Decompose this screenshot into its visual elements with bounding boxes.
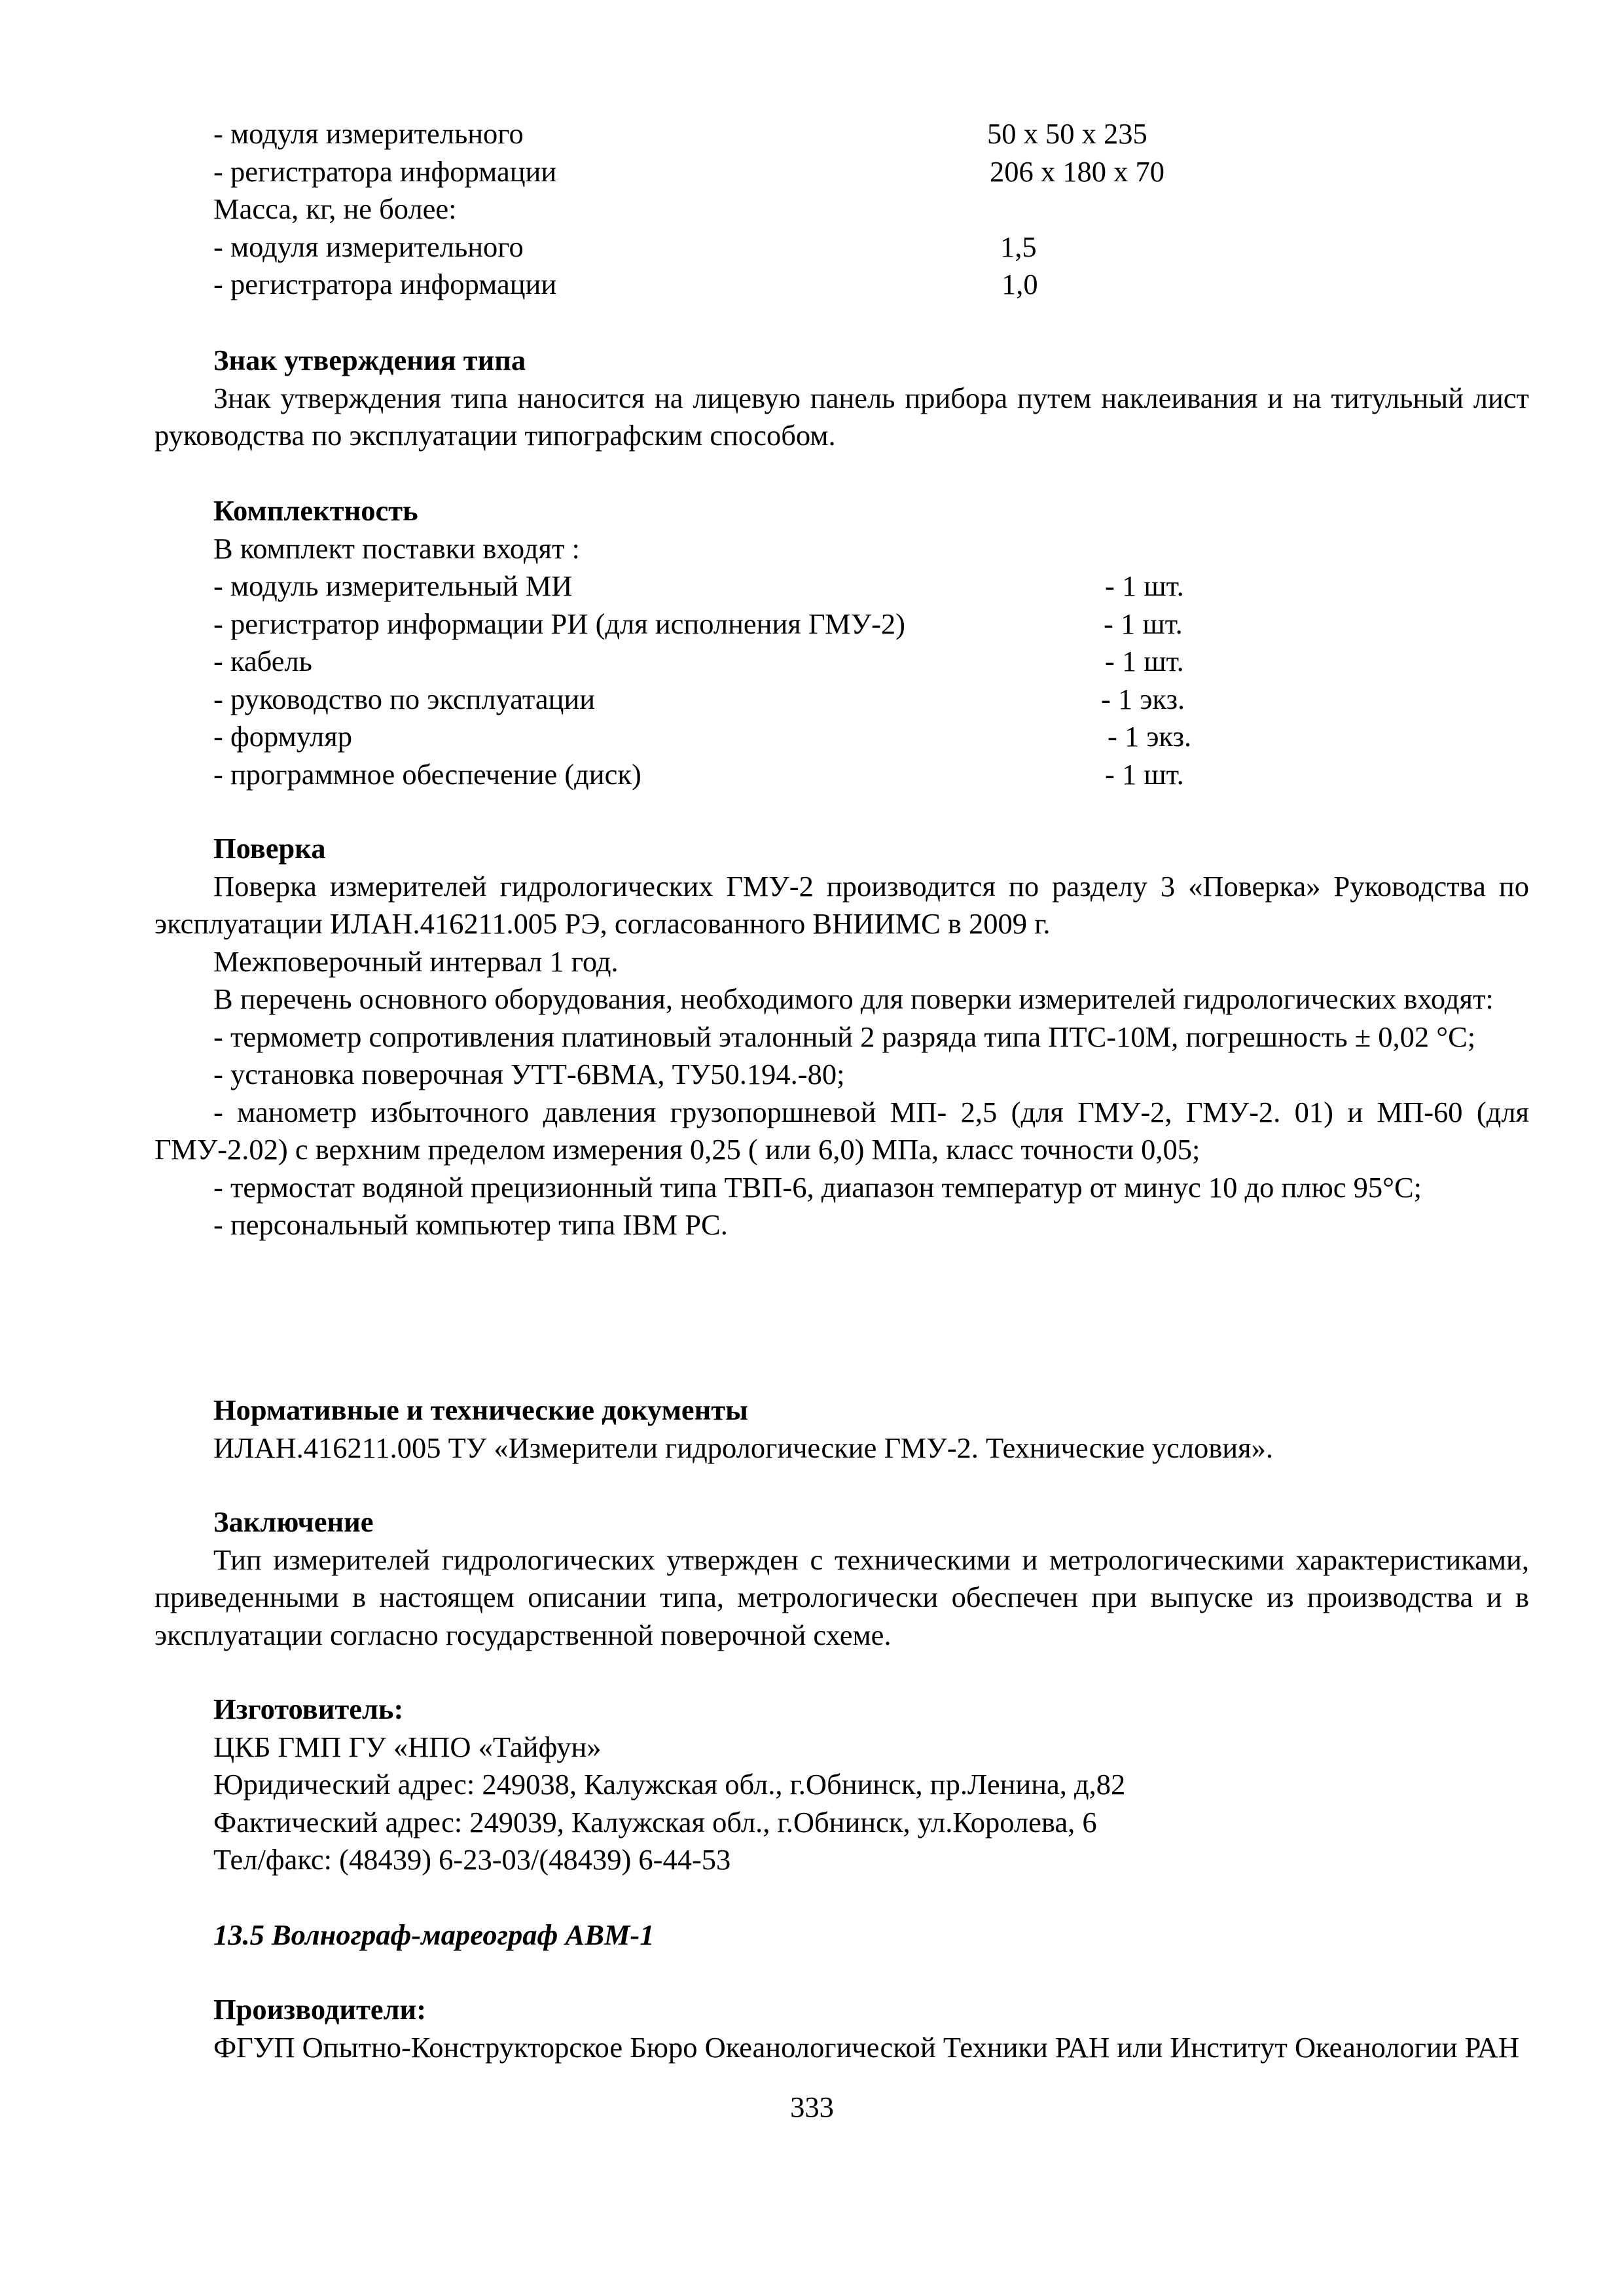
list-item (213, 718, 1529, 756)
dimension-value: 206 х 180 х 70 (990, 154, 1164, 188)
paragraph: - термометр сопротивления платиновый эталонный 2 разряда типа ПТС-10М, погрешность ± 0,02 °С; (213, 1020, 1476, 1053)
item-label: - формуляр (213, 720, 352, 753)
item-qty: - 1 экз. (1101, 682, 1185, 715)
section-heading: Поверка (213, 832, 326, 865)
completeness-intro: В комплект поставки входят : (213, 531, 580, 565)
verification-section (154, 830, 1529, 1244)
list-item (213, 756, 1529, 794)
mass-value: 1,5 (1000, 230, 1037, 263)
section-heading: Знак утверждения типа (213, 344, 526, 376)
normative-section (154, 1391, 1529, 1467)
producers-section (154, 1991, 1529, 2066)
paragraph: Межповерочный интервал 1 год. (213, 944, 619, 978)
paragraph: Поверка измерителей гидрологических ГМУ-2 производится по разделу 3 «Поверка» Руководства по эксплуатации ИЛАН.416211.005 РЭ, согласованного ВНИИМС в 2009 г. (154, 869, 1529, 940)
paragraph: Тип измерителей гидрологических утвержден с техническими и метрологическими характеристиками, приведенными в настоящем описании типа, метрологически обеспечен при выпуске из производства и в эксплуатации согласно государственной поверочной схеме. (154, 1543, 1529, 1651)
dimension-row (213, 115, 1588, 153)
dimension-label: - модуля измерительного (213, 117, 524, 150)
paragraph: Знак утверждения типа наносится на лицевую панель прибора путем наклеивания и на титульный лист руководства по эксплуатации типографским способом. (154, 381, 1529, 452)
section-heading: Нормативные и технические документы (213, 1393, 748, 1426)
item-label: - регистратор информации РИ (для исполнения ГМУ-2) (213, 607, 905, 640)
manufacturer-line: ЦКБ ГМП ГУ «НПО «Тайфун» (213, 1730, 602, 1763)
section-heading: Комплектность (213, 494, 418, 527)
dimension-row (213, 153, 1588, 191)
item-qty: - 1 шт. (1105, 569, 1184, 602)
item-qty: - 1 шт. (1105, 757, 1184, 791)
manufacturer-line: Тел/факс: (48439) 6-23-03/(48439) 6-44-53 (213, 1843, 731, 1876)
approval-mark-section (154, 342, 1529, 455)
list-item (213, 643, 1529, 681)
item-qty: - 1 экз. (1108, 720, 1192, 753)
paragraph: - манометр избыточного давления грузопоршневой МП- 2,5 (для ГМУ-2, ГМУ-2. 01) и МП-60 (для ГМУ-2.02) с верхним пределом измерения 0,25 ( или 6,0) МПа, класс точности 0,05; (154, 1095, 1529, 1166)
page-number: 333 (790, 2090, 834, 2123)
paragraph: ИЛАН.416211.005 ТУ «Измерители гидрологические ГМУ-2. Технические условия». (213, 1431, 1273, 1464)
mass-label: - модуля измерительного (213, 230, 524, 263)
list-item (213, 605, 1529, 643)
paragraph: - персональный компьютер типа IBM PC. (213, 1208, 728, 1241)
item-label: - программное обеспечение (диск) (213, 757, 641, 791)
item-qty: - 1 шт. (1104, 607, 1183, 640)
dimension-label: - регистратора информации (213, 154, 557, 188)
item-label: - руководство по эксплуатации (213, 682, 596, 715)
section-heading: Производители: (213, 1993, 427, 2026)
manufacturer-line: Юридический адрес: 249038, Калужская обл., г.Обнинск, пр.Ленина, д,82 (213, 1768, 1126, 1801)
list-item (213, 681, 1529, 719)
item-label: - кабель (213, 645, 312, 677)
paragraph: В перечень основного оборудования, необходимого для поверки измерителей гидрологических входят: (213, 982, 1494, 1015)
mass-title: Масса, кг, не более: (213, 192, 457, 225)
section-title: 13.5 Волнограф-мареограф АВМ-1 (213, 1918, 655, 1951)
manufacturer-line: Фактический адрес: 249039, Калужская обл., г.Обнинск, ул.Королева, 6 (213, 1805, 1097, 1839)
item-qty: - 1 шт. (1105, 645, 1184, 677)
manufacturer-section (154, 1691, 1588, 1879)
mass-row (213, 266, 1588, 304)
completeness-section (154, 492, 1529, 793)
mass-row (213, 228, 1588, 266)
paragraph: ФГУП Опытно-Конструкторское Бюро Океанологической Техники РАН или Институт Океанологии РАН (213, 2030, 1519, 2064)
mass-label: - регистратора информации (213, 268, 557, 300)
section-heading: Заключение (213, 1505, 374, 1538)
paragraph: - термостат водяной прецизионный типа ТВП-6, диапазон температур от минус 10 до плюс 95°С; (213, 1170, 1422, 1204)
conclusion-section (154, 1503, 1529, 1654)
paragraph: - установка поверочная УТТ-6ВМА, ТУ50.194.-80; (213, 1058, 845, 1090)
dimension-value: 50 х 50 х 235 (987, 117, 1147, 150)
item-label: - модуль измерительный МИ (213, 569, 573, 602)
section-heading: Изготовитель: (213, 1693, 404, 1725)
specs-block (154, 115, 1588, 304)
list-item (213, 567, 1529, 605)
mass-value: 1,0 (1001, 268, 1038, 300)
